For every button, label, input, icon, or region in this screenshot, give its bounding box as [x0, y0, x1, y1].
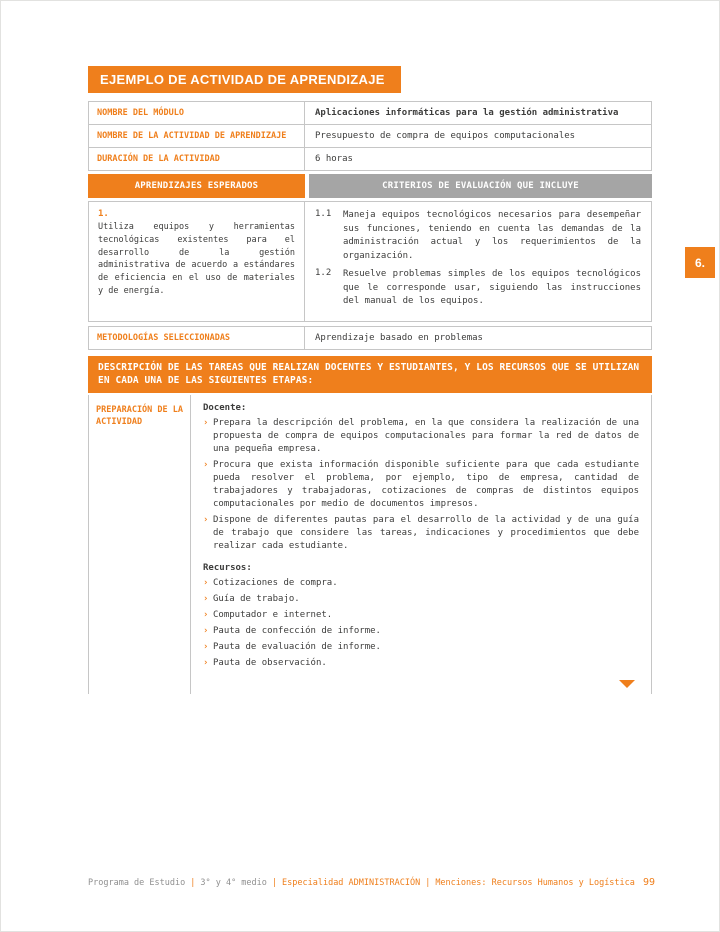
- list-item: [203, 417, 639, 456]
- teacher-task-text: Dispone de diferentes pautas para el desarrollo de la actividad y de una guía de trabajo que considere las tareas, indicaciones y procedimientos que debe realizar cada estudiante.: [213, 515, 639, 552]
- bullet-icon: ›: [203, 625, 209, 636]
- resource-text: Cotizaciones de compra.: [213, 577, 338, 588]
- table-row: [89, 148, 651, 170]
- duration-value: 6 horas: [315, 154, 353, 164]
- table-row: [89, 102, 651, 125]
- footer-separator: |: [190, 878, 196, 888]
- list-item: [203, 514, 639, 553]
- activity-title-banner: EJEMPLO DE ACTIVIDAD DE APRENDIZAJE: [88, 66, 401, 93]
- expected-learning-number: 1.: [98, 209, 109, 219]
- footer-mentions: Menciones: Recursos Humanos y Logística: [435, 878, 635, 888]
- expected-learning-header: APRENDIZAJES ESPERADOS: [88, 174, 305, 198]
- bullet-icon: ›: [203, 418, 209, 429]
- criterion-item: [315, 268, 641, 309]
- teacher-task-text: Prepara la descripción del problema, en la que considera la realización de una propuesta de compra de equipos computacionales para formar la red de datos de una pequeña empresa.: [213, 418, 639, 455]
- module-name-label: NOMBRE DEL MÓDULO: [89, 102, 305, 124]
- methodology-label: METODOLOGÍAS SELECCIONADAS: [89, 327, 305, 349]
- module-name-value: Aplicaciones informáticas para la gestión administrativa: [315, 108, 619, 118]
- resources-heading: Recursos:: [203, 562, 252, 573]
- page-content: [88, 66, 652, 694]
- continuation-arrow-icon: [619, 680, 635, 688]
- list-item: [203, 657, 639, 670]
- footer-breadcrumb: [88, 878, 635, 888]
- expected-learning-text: Utiliza equipos y herramientas tecnológicas existentes para el desarrollo de la gestión administrativa de acuerdo a estándares de eficiencia en el uso de materiales y de energía.: [98, 222, 295, 296]
- bullet-icon: ›: [203, 657, 209, 668]
- teacher-task-text: Procura que exista información disponible suficiente para que cada estudiante pueda resolver el problema, por ejemplo, tipo de empresa, cantidad de trabajadores y trabajadoras, cotizaciones de compras de distintos equipos computacionales por medio de documentos impresos.: [213, 460, 639, 510]
- page-number: 99: [642, 877, 655, 888]
- footer-separator: |: [271, 878, 278, 888]
- chapter-side-tab: 6.: [685, 247, 715, 278]
- bullet-icon: ›: [203, 641, 209, 652]
- learning-criteria-body-row: [88, 201, 652, 322]
- footer-separator: |: [425, 878, 431, 888]
- description-banner: DESCRIPCIÓN DE LAS TAREAS QUE REALIZAN DOCENTES Y ESTUDIANTES, Y LOS RECURSOS QUE SE UTILIZAN EN CADA UNA DE LAS SIGUIENTES ETAPAS:: [88, 356, 652, 394]
- list-item: [203, 593, 639, 606]
- table-row: [89, 125, 651, 148]
- activity-name-value: Presupuesto de compra de equipos computacionales: [315, 131, 576, 141]
- methodology-row: [88, 326, 652, 350]
- criterion-text: Maneja equipos tecnológicos necesarios para desempeñar sus funciones, teniendo en cuenta las demandas de la administración actual y los requerimientos de la organización.: [343, 210, 641, 261]
- duration-label: DURACIÓN DE LA ACTIVIDAD: [89, 148, 305, 170]
- stage-label: PREPARACIÓN DE LA ACTIVIDAD: [89, 395, 191, 694]
- bullet-icon: ›: [203, 460, 209, 471]
- criterion-item: [315, 209, 641, 263]
- list-item: [203, 577, 639, 590]
- bullet-icon: ›: [203, 593, 209, 604]
- list-item: [203, 459, 639, 511]
- teacher-heading: Docente:: [203, 403, 247, 414]
- preparation-section: [88, 395, 652, 694]
- module-info-table: [88, 101, 652, 171]
- page-footer: [88, 877, 655, 888]
- footer-specialty: Especialidad ADMINISTRACIÓN: [282, 878, 421, 888]
- bullet-icon: ›: [203, 515, 209, 526]
- criterion-text: Resuelve problemas simples de los equipos tecnológicos que le corresponde usar, siguiendo las instrucciones del manual de los equipos.: [343, 269, 641, 306]
- resource-text: Pauta de confección de informe.: [213, 625, 381, 636]
- bullet-icon: ›: [203, 609, 209, 620]
- list-item: [203, 609, 639, 622]
- resource-text: Pauta de observación.: [213, 657, 327, 668]
- resource-text: Computador e internet.: [213, 609, 333, 620]
- list-item: [203, 625, 639, 638]
- learning-criteria-header-row: [88, 174, 652, 198]
- bullet-icon: ›: [203, 577, 209, 588]
- evaluation-criteria-header: CRITERIOS DE EVALUACIÓN QUE INCLUYE: [309, 174, 652, 198]
- methodology-value: Aprendizaje basado en problemas: [315, 332, 483, 343]
- expected-learning-cell: [89, 202, 305, 321]
- preparation-content: [191, 395, 651, 694]
- criterion-number: 1.1: [315, 209, 332, 219]
- criterion-number: 1.2: [315, 268, 332, 278]
- resource-text: Pauta de evaluación de informe.: [213, 641, 381, 652]
- activity-name-label: NOMBRE DE LA ACTIVIDAD DE APRENDIZAJE: [89, 125, 305, 147]
- footer-program: Programa de Estudio: [88, 878, 186, 888]
- evaluation-criteria-cell: [305, 202, 651, 321]
- list-item: [203, 641, 639, 654]
- footer-grade: 3° y 4° medio: [200, 878, 267, 888]
- resource-text: Guía de trabajo.: [213, 593, 300, 604]
